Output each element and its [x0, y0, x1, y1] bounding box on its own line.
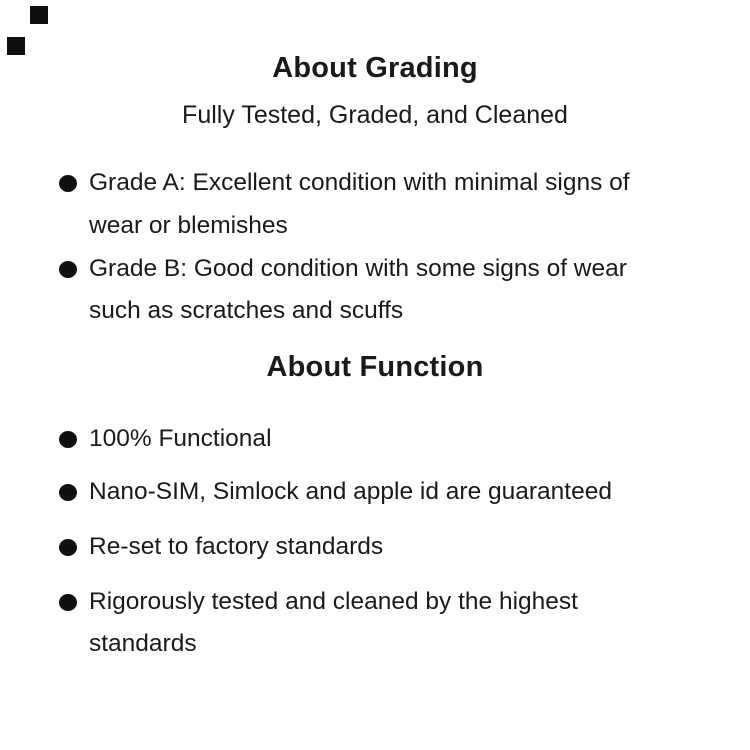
bullet-icon: [59, 539, 77, 556]
grading-section-title: About Grading: [272, 52, 478, 84]
function-item-reset: Re-set to factory standards: [89, 533, 384, 560]
function-section-title: About Function: [266, 351, 484, 383]
grading-item-grade-a-line-1: Grade A: Excellent condition with minimal signs of: [89, 169, 630, 196]
function-item-tested-line-1: Rigorously tested and cleaned by the highest: [89, 588, 578, 615]
grading-item-grade-a-line-2: wear or blemishes: [89, 212, 288, 239]
function-item-functional: 100% Functional: [89, 425, 272, 452]
bullet-icon: [59, 261, 77, 278]
function-item-nano-sim: Nano-SIM, Simlock and apple id are guaranteed: [89, 478, 612, 505]
bullet-icon: [59, 484, 77, 501]
function-item-tested-line-2: standards: [89, 630, 197, 657]
bullet-icon: [59, 175, 77, 192]
grading-section-subtitle: Fully Tested, Graded, and Cleaned: [182, 101, 568, 129]
artifact-square: [30, 6, 48, 24]
grading-item-grade-b-line-1: Grade B: Good condition with some signs of wear: [89, 255, 627, 282]
bullet-icon: [59, 594, 77, 611]
bullet-icon: [59, 431, 77, 448]
grading-item-grade-b-line-2: such as scratches and scuffs: [89, 297, 404, 324]
